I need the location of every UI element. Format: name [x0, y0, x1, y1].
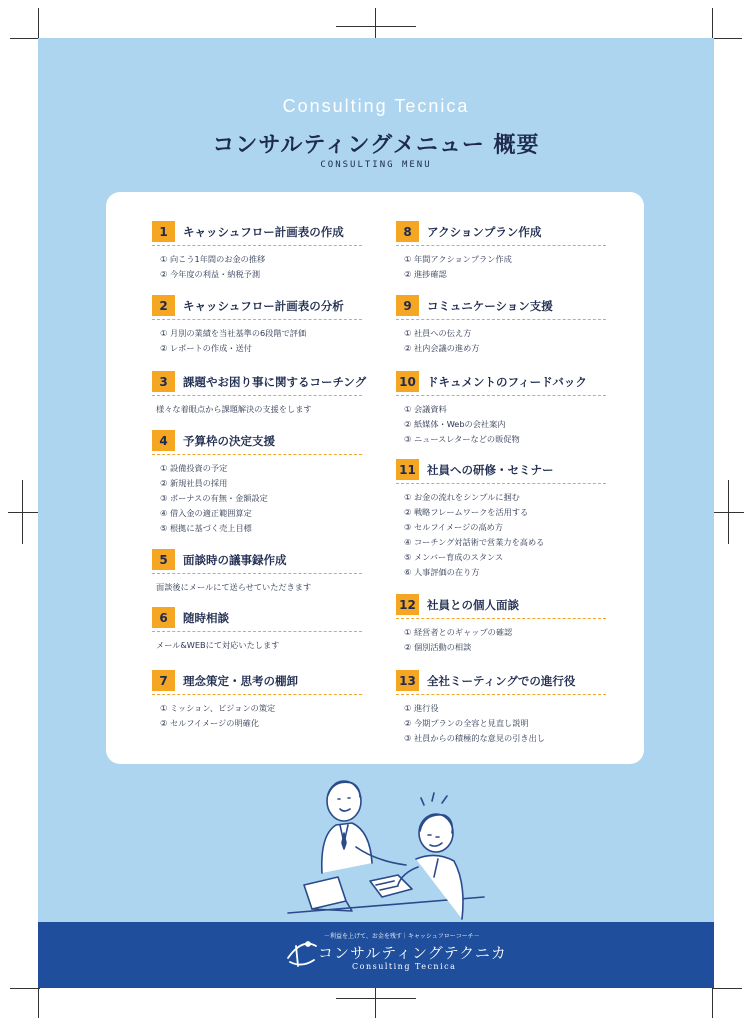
item-title: 随時相談 — [183, 610, 229, 625]
menu-item-5 — [152, 548, 362, 595]
list-item: ① 社員への伝え方 — [404, 328, 472, 338]
menu-item-7 — [152, 669, 362, 731]
list-item: ① 年間アクションプラン作成 — [404, 254, 512, 264]
list-item: ① 向こう1年間のお金の推移 — [160, 254, 266, 264]
list-item: ② 紙媒体・Webの会社案内 — [404, 419, 506, 429]
list-item: ① 月別の業績を当社基準の6段階で評価 — [160, 328, 307, 338]
menu-item-10 — [396, 370, 606, 447]
page-title: コンサルティングメニュー 概要 — [212, 133, 540, 158]
item-list — [152, 326, 362, 356]
item-number-badge: 6 — [152, 607, 175, 628]
footer-tagline: －利益を上げて、お金を残す｜キャッシュフローコーチ－ — [324, 933, 480, 940]
item-number-badge: 4 — [152, 430, 175, 451]
list-item: ② 進捗確認 — [404, 269, 447, 279]
brand-english: Consulting Tecnica — [282, 96, 470, 116]
menu-item-1 — [152, 220, 362, 282]
menu-item-8 — [396, 220, 606, 282]
item-title: 社員との個人面談 — [427, 597, 519, 612]
list-item: ③ セルフイメージの高め方 — [404, 522, 504, 532]
item-title: アクションプラン作成 — [427, 224, 542, 239]
item-list — [396, 326, 606, 356]
flyer-sheet — [38, 38, 714, 988]
list-item: ① 設備投資の予定 — [160, 463, 228, 473]
item-number-badge: 7 — [152, 670, 175, 691]
item-title: 社員への研修・セミナー — [427, 462, 554, 477]
list-item: ② 新規社員の採用 — [160, 478, 228, 488]
item-title: 面談時の議事録作成 — [183, 552, 287, 567]
list-item: ② 個別活動の相談 — [404, 642, 472, 652]
menu-item-2 — [152, 294, 362, 356]
menu-item-4 — [152, 429, 362, 536]
list-item: ⑤ 根拠に基づく売上目標 — [160, 523, 252, 533]
item-list — [396, 402, 606, 447]
item-title: キャッシュフロー計画表の分析 — [183, 298, 344, 313]
list-item: ① 進行役 — [404, 703, 439, 713]
list-item: ③ ボーナスの有無・金額設定 — [160, 493, 268, 503]
item-list — [396, 490, 606, 580]
item-title: キャッシュフロー計画表の作成 — [183, 224, 344, 239]
list-item: ④ コーチング対話術で営業力を高める — [404, 537, 545, 547]
item-list — [396, 701, 606, 746]
item-number-badge: 12 — [396, 594, 419, 615]
item-description: メール&WEBにて対応いたします — [156, 640, 280, 650]
item-title: 全社ミーティングでの進行役 — [427, 673, 576, 688]
menu-item-3 — [152, 370, 367, 417]
list-item: ⑥ 人事評価の在り方 — [404, 567, 480, 577]
item-number-badge: 1 — [152, 221, 175, 242]
menu-item-9 — [396, 294, 606, 356]
item-number-badge: 8 — [396, 221, 419, 242]
list-item: ① お金の流れをシンプルに掴む — [404, 492, 520, 502]
list-item: ⑤ メンバー育成のスタンス — [404, 552, 504, 562]
footer-banner — [38, 922, 714, 988]
item-list — [396, 252, 606, 282]
menu-item-13 — [396, 669, 606, 746]
item-number-badge: 3 — [152, 371, 175, 392]
item-description: 様々な着眼点から課題解決の支援をします — [156, 404, 312, 414]
item-list — [396, 625, 606, 655]
item-list — [152, 461, 362, 536]
item-number-badge: 9 — [396, 295, 419, 316]
list-item: ① ミッション、ビジョンの策定 — [160, 703, 276, 713]
list-item: ① 経営者とのギャップの確認 — [404, 627, 513, 637]
item-list — [152, 701, 362, 731]
list-item: ② セルフイメージの明確化 — [160, 718, 260, 728]
footer-company-name-en: Consulting Tecnica — [352, 962, 457, 971]
company-logo-icon — [284, 932, 320, 972]
item-number-badge: 13 — [396, 670, 419, 691]
item-list — [152, 252, 362, 282]
menu-item-11 — [396, 458, 606, 580]
item-title: コミュニケーション支援 — [427, 298, 553, 313]
item-number-badge: 11 — [396, 459, 419, 480]
item-number-badge: 2 — [152, 295, 175, 316]
item-title: 理念策定・思考の棚卸 — [183, 673, 298, 688]
menu-item-12 — [396, 593, 606, 655]
list-item: ③ 社員からの積極的な意見の引き出し — [404, 733, 545, 743]
menu-item-6 — [152, 606, 362, 653]
item-title: 予算枠の決定支援 — [183, 433, 275, 448]
item-description: 面談後にメールにて送らせていただきます — [156, 582, 312, 592]
item-number-badge: 10 — [396, 371, 419, 392]
list-item: ① 会議資料 — [404, 404, 447, 414]
list-item: ② 社内会議の進め方 — [404, 343, 480, 353]
page-subtitle: CONSULTING MENU — [320, 160, 432, 170]
menu-card — [106, 192, 644, 764]
consultation-illustration-icon — [286, 773, 486, 938]
list-item: ④ 借入金の適正範囲算定 — [160, 508, 252, 518]
item-title: ドキュメントのフィードバック — [427, 374, 587, 389]
list-item: ② レポートの作成・送付 — [160, 343, 252, 353]
list-item: ② 戦略フレームワークを活用する — [404, 507, 529, 517]
list-item: ② 今期プランの全容と見直し説明 — [404, 718, 529, 728]
list-item: ③ ニュースレターなどの販促物 — [404, 434, 520, 444]
item-title: 課題やお困り事に関するコーチング — [183, 374, 367, 389]
item-number-badge: 5 — [152, 549, 175, 570]
list-item: ② 今年度の利益・納税予測 — [160, 269, 261, 279]
footer-company-name: コンサルティングテクニカ — [318, 944, 507, 962]
